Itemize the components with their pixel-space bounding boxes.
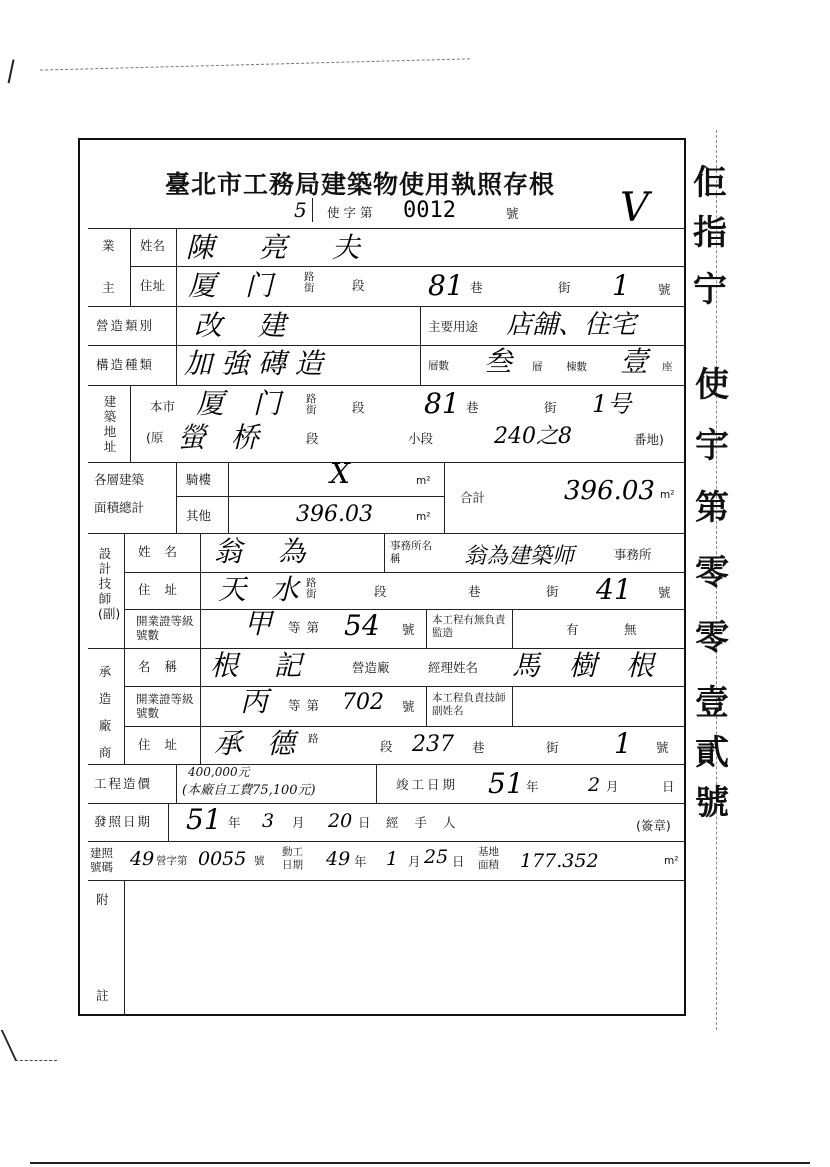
rule	[88, 880, 684, 881]
designer-addr-road: 天 水	[218, 573, 307, 606]
edge-char: 宁	[693, 270, 727, 310]
arcade-label: 騎樓	[186, 472, 212, 487]
form-title: 臺北市工務局建築物使用執照存根	[165, 170, 556, 199]
rule-v	[176, 228, 177, 306]
contractor-addr-road: 承 德	[214, 727, 303, 760]
check-mark: V	[620, 185, 649, 231]
month-label: 月	[292, 815, 305, 830]
bp-number: 0055	[198, 848, 247, 870]
completion-month: 2	[588, 774, 601, 796]
other-area: 396.03	[296, 502, 373, 527]
year-label: 年	[228, 815, 241, 830]
issue-day: 20	[328, 810, 353, 832]
edge-char: 使	[695, 365, 729, 405]
rule-v	[376, 764, 377, 803]
rule-v	[168, 803, 169, 841]
designer-cert-no: 54	[344, 609, 380, 642]
orig-section-label: 段	[306, 431, 319, 446]
road-label: 路街	[306, 393, 317, 416]
contractor-addr-lane: 237	[412, 732, 454, 757]
street-label: 街	[558, 280, 571, 295]
cost-label: 工程造價	[94, 776, 153, 791]
supervise-yes: 有	[566, 622, 579, 637]
road-label: 路街	[306, 577, 317, 600]
contractor-name-suffix: 營造廠	[352, 660, 390, 675]
grade-label: 等第	[288, 620, 326, 635]
edge-char: 貳	[695, 733, 729, 773]
area-label: 各層建築	[94, 472, 145, 487]
city-label: 本市	[150, 399, 176, 414]
rule-v	[200, 533, 201, 764]
lane-label: 巷	[466, 400, 479, 415]
construction-use: 店舖、住宅	[506, 310, 637, 340]
permit-number-suffix: 號	[506, 206, 519, 221]
other-label: 其他	[186, 508, 212, 523]
road-label: 路街	[304, 271, 315, 294]
manager-label: 經理姓名	[428, 660, 479, 675]
road-label: 路	[308, 733, 319, 745]
total-area: 396.03	[564, 476, 655, 506]
lane-label: 巷	[468, 584, 481, 599]
corner-mark-top	[8, 59, 21, 84]
floors-label: 層數	[428, 360, 449, 372]
rule	[88, 228, 684, 229]
bp-label: 建照號碼	[90, 846, 113, 874]
owner-addr-lane: 81	[428, 269, 464, 302]
start-label: 動工日期	[282, 846, 303, 871]
rule	[124, 686, 684, 687]
base-area: 177.352	[520, 850, 599, 872]
permit-number: 0012	[403, 198, 456, 223]
office-label: 事務所名稱	[390, 540, 432, 565]
arcade-area: X	[330, 457, 350, 490]
area-unit: m²	[664, 855, 679, 867]
designer-office: 翁為建築师	[464, 544, 575, 569]
type-label: 營造類別	[96, 318, 155, 333]
rule-v	[384, 533, 385, 572]
handler-label: 經手人	[386, 815, 472, 830]
section-label: 段	[352, 278, 365, 293]
section-label: 段	[374, 584, 387, 599]
corner-mark-bottom	[1, 1030, 57, 1061]
rule	[88, 345, 684, 346]
contractor-section-label: 承造廠商	[98, 664, 112, 760]
use-label: 主要用途	[428, 319, 479, 334]
bp-year: 49	[130, 848, 155, 870]
edge-char: 佢	[693, 163, 727, 203]
rule-v	[130, 228, 131, 306]
issue-year: 51	[186, 803, 222, 836]
area-unit: m²	[416, 511, 431, 523]
contractor-addr-label: 住址	[138, 737, 192, 752]
rule-v	[512, 686, 513, 726]
contractor-cert-no: 702	[342, 690, 384, 715]
edge-char: 指	[693, 213, 727, 253]
year-label: 年	[354, 854, 367, 869]
site-orig-area: 螢 桥	[178, 421, 267, 454]
no-label: 號	[658, 282, 671, 297]
designer-addr-label: 住址	[138, 582, 192, 597]
cert-label: 開業證等級號數	[136, 614, 194, 642]
cert-no-label: 號	[402, 699, 415, 714]
year-label: 年	[526, 779, 539, 794]
permit-prefix: 5	[294, 198, 307, 222]
grade-label: 等第	[288, 698, 326, 713]
cost-amount: 400,000元	[188, 765, 250, 779]
street-label: 街	[544, 400, 557, 415]
bottom-edge-line	[30, 1162, 810, 1164]
edge-char: 號	[695, 783, 729, 823]
bldg-count-label: 棟數	[566, 361, 587, 373]
area-label: 面積總計	[94, 500, 145, 515]
lot-label: 番地)	[634, 432, 664, 447]
rule-v	[228, 462, 229, 533]
bldg-count: 壹	[620, 345, 649, 378]
completion-year: 51	[488, 767, 524, 800]
site-section-label: 建築地址	[103, 394, 117, 454]
total-label: 合計	[460, 490, 486, 505]
no-label: 號	[658, 585, 671, 600]
rule	[88, 803, 684, 804]
rule	[130, 266, 684, 267]
no-label: 號	[656, 740, 669, 755]
start-day: 25	[424, 846, 449, 868]
day-label: 日	[662, 779, 675, 794]
contractor-manager: 馬 樹 根	[512, 649, 664, 682]
designer-name: 翁 為	[214, 535, 306, 568]
bp-word-label: 營字第	[156, 855, 188, 867]
rule-v	[176, 462, 177, 533]
edge-char: 零	[695, 618, 729, 658]
site-lot: 240之8	[494, 424, 572, 449]
tech-label: 本工程負責技師副姓名	[432, 692, 506, 717]
top-dotted-edge	[40, 58, 470, 70]
rule	[124, 726, 684, 727]
start-month: 1	[386, 848, 399, 870]
notes-label: 附	[96, 892, 109, 907]
completion-label: 竣工日期	[396, 777, 459, 792]
rule-v	[124, 533, 125, 764]
rule	[88, 462, 684, 463]
rule-v	[420, 306, 421, 385]
owner-section-label: 主	[102, 280, 115, 295]
start-year: 49	[326, 848, 351, 870]
orig-label: (原	[146, 430, 164, 445]
rule	[88, 385, 684, 386]
issue-label: 發照日期	[94, 814, 153, 829]
street-label: 街	[546, 584, 559, 599]
site-lane: 81	[424, 387, 460, 420]
rule	[88, 841, 684, 842]
designer-addr-no: 41	[596, 573, 632, 606]
rule-v	[124, 880, 125, 1016]
rule-v	[426, 609, 427, 648]
rule-v	[444, 462, 445, 533]
designer-cert-grade: 甲	[244, 607, 273, 640]
edge-char: 宇	[695, 426, 729, 466]
owner-addr-road: 厦 门	[188, 269, 283, 302]
owner-section-label: 業	[102, 238, 115, 253]
owner-name: 陳 亮 夫	[186, 231, 378, 264]
structure-label: 構造種類	[96, 357, 155, 372]
structure: 加 強 磚 造	[184, 347, 323, 380]
area-unit: m²	[416, 475, 431, 487]
rule-v	[426, 686, 427, 726]
contractor-addr-no: 1	[614, 727, 632, 760]
supervise-no: 無	[624, 622, 637, 637]
rule-v	[176, 764, 177, 803]
month-label: 月	[408, 854, 421, 869]
contractor-name: 根 記	[210, 649, 302, 682]
cert-label: 開業證等級號數	[136, 692, 194, 720]
construction-type: 改 建	[194, 309, 286, 342]
rule	[88, 306, 684, 307]
contractor-name-label: 名稱	[138, 659, 192, 674]
month-label: 月	[606, 779, 619, 794]
street-label: 街	[546, 740, 559, 755]
lane-label: 巷	[472, 740, 485, 755]
rule-v	[512, 609, 513, 648]
section-label: 段	[352, 400, 365, 415]
rule-v	[176, 306, 177, 385]
rule-v	[130, 385, 131, 462]
cost-note: (本廠自工費75,100元)	[182, 783, 316, 798]
area-unit: m²	[660, 489, 675, 501]
floor-unit: 層	[532, 361, 543, 373]
lane-label: 巷	[470, 280, 483, 295]
floors: 叁	[484, 345, 513, 378]
edge-char: 壹	[695, 683, 729, 723]
owner-addr-label: 住址	[140, 278, 166, 293]
rule	[88, 764, 684, 765]
owner-name-label: 姓名	[140, 238, 166, 253]
contractor-cert-grade: 丙	[240, 685, 269, 718]
supervise-label: 本工程有無負責監造	[432, 614, 506, 639]
subsection-label: 小段	[408, 431, 434, 446]
section-label: 段	[380, 739, 393, 754]
designer-name-label: 姓名	[138, 544, 192, 559]
bp-number-label: 號	[254, 855, 265, 867]
edge-char: 第	[695, 488, 729, 528]
day-label: 日	[358, 815, 371, 830]
site-no: 1号	[592, 390, 632, 418]
bldg-unit: 座	[662, 361, 673, 373]
office-suffix: 事務所	[614, 547, 652, 562]
issue-month: 3	[262, 810, 275, 832]
divider	[312, 198, 313, 222]
edge-char: 零	[695, 553, 729, 593]
rule	[176, 496, 444, 497]
notes-label: 註	[96, 988, 109, 1003]
cert-no-label: 號	[402, 622, 415, 637]
day-label: 日	[452, 854, 465, 869]
sign-label: (簽章)	[636, 818, 671, 833]
permit-form-frame	[78, 138, 686, 1016]
site-road: 厦 门	[196, 387, 291, 420]
rule	[124, 609, 684, 610]
owner-addr-no: 1	[612, 269, 630, 302]
rule	[88, 533, 684, 534]
permit-word-label: 使字第	[327, 205, 377, 220]
designer-section-label: 設計技師(副)	[98, 546, 121, 621]
base-label: 基地面積	[478, 846, 499, 871]
